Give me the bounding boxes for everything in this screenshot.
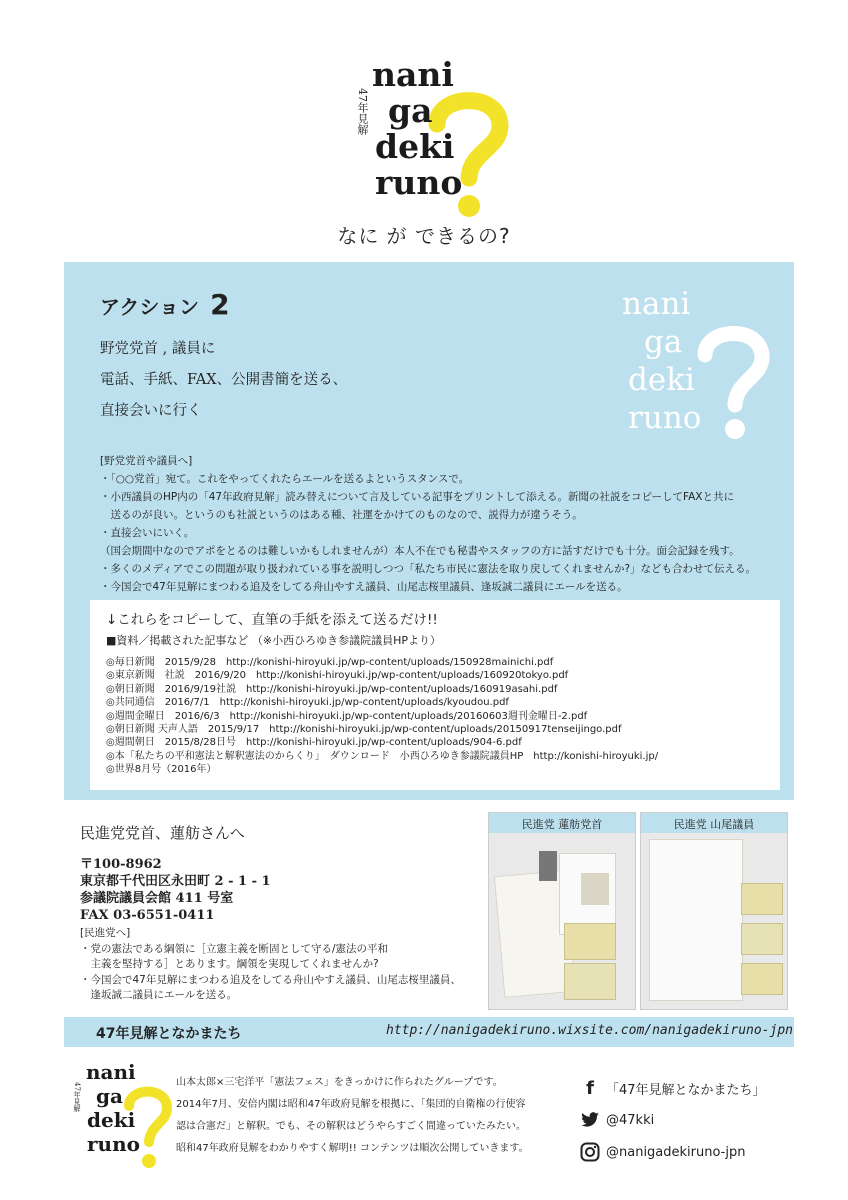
fax-number: FAX 03-6551-0411 — [80, 908, 215, 923]
notes-item: ・今国会で47年見解にまつわる追及をしてる舟山やすえ議員、山尾志桜里議員、 — [80, 973, 461, 986]
copy-box-subheading: ■資料／掲載された記事など （※小西ひろゆき参議院議員HPより） — [106, 634, 442, 647]
website-link[interactable]: http://nanigadekiruno.wixsite.com/nanigadekiruno-jpn — [386, 1023, 793, 1038]
notes-heading: [野党党首や議員へ] — [100, 455, 193, 467]
address-line: 東京都千代田区永田町 2 - 1 - 1 — [80, 874, 271, 889]
notes-heading: [民進党へ] — [80, 927, 131, 939]
social-text: @nanigadekiruno-jpn — [606, 1144, 746, 1160]
action-title — [100, 288, 230, 321]
action-line: 野党党首 , 議員に — [100, 341, 216, 357]
question-mark-white-icon — [692, 319, 772, 444]
article-link[interactable]: ◎毎日新聞 2015/9/28 http://konishi-hiroyuki.jp/wp-content/uploads/150928mainichi.pdf — [106, 657, 554, 668]
address-line: 参議院議員会館 411 号室 — [80, 891, 234, 906]
logo-word: ga — [96, 1084, 123, 1108]
notes-item: ・直接会いにいく。 — [100, 527, 195, 539]
description-line: 昭和47年政府見解をわかりやすく解明!! コンテンツは順次公開していきます。 — [176, 1143, 529, 1154]
social-text: 「47年見解となかまたち」 — [606, 1082, 766, 1098]
logo-vertical-label: 47年見解 — [73, 1082, 81, 1112]
description-line: 認は合憲だ」と解釈。でも、その解釈はどうやらすごく間違っていたみたい。 — [176, 1121, 526, 1132]
side-logo-word: runo — [628, 400, 702, 436]
social-facebook[interactable] — [580, 1072, 800, 1104]
footer-logo — [73, 1060, 172, 1172]
social-links — [580, 1072, 800, 1168]
twitter-icon — [580, 1112, 600, 1128]
description-line: 2014年7月、安倍内閣は昭和47年政府見解を根拠に、「集団的自衛権の行使容 — [176, 1099, 526, 1110]
notes-item: （国会期間中なのでアポをとるのは難しいかもしれませんが）本人不在でも秘書やスタッフの方に話すだけでも十分。面会記録を残す。 — [100, 545, 740, 557]
article-link[interactable]: ◎週間金曜日 2016/6/3 http://konishi-hiroyuki.jp/wp-content/uploads/20160603週刊金曜日-2.pdf — [106, 710, 588, 722]
article-link: ◎世界8月号（2016年） — [106, 764, 217, 776]
action-line: 電話、手紙、FAX、公開書簡を送る、 — [100, 372, 348, 388]
facebook-icon: f — [586, 1077, 594, 1099]
photo-caption: 民進党 蓮舫党首 — [521, 818, 603, 831]
article-link[interactable]: ◎週間朝日 2015/8/28日号 http://konishi-hiroyuki.jp/wp-content/uploads/904-6.pdf — [106, 737, 522, 749]
group-name: 47年見解となかまたち — [96, 1026, 242, 1042]
photo-caption: 民進党 山尾議員 — [673, 818, 755, 831]
article-link[interactable]: ◎本「私たちの平和憲法と解釈憲法のからくり」 ダウンロード 小西ひろゆき参議院議員HP http://konishi-hiroyuki.jp/ — [106, 750, 659, 762]
logo-word-3: deki — [375, 127, 455, 166]
logo-word: deki — [87, 1108, 136, 1132]
notes-item: 主義を堅持する］とあります。綱領を実現してくれませんか? — [80, 958, 379, 970]
social-instagram[interactable] — [580, 1136, 800, 1168]
postal-address — [80, 856, 271, 924]
opposition-notes — [100, 452, 756, 596]
notes-item: ・「○○党首」宛て。これをやってくれたらエールを送るよというスタンスで。 — [100, 473, 470, 485]
side-logo — [622, 285, 772, 445]
article-links — [106, 656, 658, 777]
photo-yamao-letter — [640, 812, 788, 1010]
action-title-number: 2 — [210, 288, 230, 321]
logo-word: runo — [87, 1132, 140, 1156]
address-recipient: 民進党党首、蓮舫さんへ — [80, 824, 245, 842]
copy-box-heading: ↓これらをコピーして、直筆の手紙を添えて送るだけ!! — [106, 612, 438, 628]
logo-word-1: nani — [372, 55, 454, 94]
logo-word-2: ga — [388, 91, 433, 130]
description-line: 山本太郎×三宅洋平「憲法フェス」をきっかけに作られたグループです。 — [176, 1077, 503, 1088]
side-logo-word: ga — [644, 324, 683, 360]
logo-word-4: runo — [375, 163, 463, 202]
social-text: @47kki — [606, 1112, 655, 1128]
side-logo-word: deki — [628, 362, 695, 398]
instagram-icon — [580, 1142, 600, 1162]
article-link[interactable]: ◎共同通信 2016/7/1 http://konishi-hiroyuki.jp/wp-content/uploads/kyoudou.pdf — [106, 697, 509, 709]
action-title-prefix: アクション — [100, 295, 199, 319]
article-link[interactable]: ◎東京新聞 社説 2016/9/20 http://konishi-hiroyuki.jp/wp-content/uploads/160920tokyo.pdf — [106, 670, 569, 682]
logo-word: nani — [86, 1060, 136, 1084]
action-line: 直接会いに行く — [100, 403, 202, 419]
notes-item: 送るのが良い。というのも社説というのはある種、社運をかけてのものなので、説得力が違うそう。 — [100, 509, 583, 521]
group-description — [176, 1072, 529, 1160]
postal-code: 〒100-8962 — [80, 857, 162, 872]
article-link[interactable]: ◎朝日新聞 天声人語 2015/9/17 http://konishi-hiroyuki.jp/wp-content/uploads/20150917tenseijingo.pdf — [106, 724, 622, 736]
minshin-notes — [80, 926, 461, 1004]
page-subtitle: なに が できるの? — [337, 224, 511, 248]
top-logo — [356, 55, 510, 208]
notes-item: ・今国会で47年見解にまつわる追及をしてる舟山やすえ議員、山尾志桜里議員、逢坂誠二議員にエールを送る。 — [100, 581, 628, 593]
social-twitter[interactable] — [580, 1104, 800, 1136]
notes-item: ・小西議員のHP内の「47年政府見解」読み替えについて言及している記事をプリントして添える。新聞の社説をコピーしてFAXと共に — [100, 491, 734, 503]
logo-vertical-label: 47年見解 — [356, 88, 369, 135]
notes-item: 逢坂誠二議員にエールを送る。 — [80, 989, 238, 1001]
action-lines — [100, 334, 347, 427]
photo-renho-letter — [488, 812, 636, 1010]
notes-item: ・多くのメディアでこの問題が取り扱われている事を説明しつつ「私たち市民に憲法を取り戻してくれませんか?」なども合わせて伝える。 — [100, 563, 757, 575]
notes-item: ・党の憲法である綱領に［立憲主義を断固として守る/憲法の平和 — [80, 942, 389, 955]
side-logo-word: nani — [622, 286, 691, 322]
article-link[interactable]: ◎朝日新聞 2016/9/19社説 http://konishi-hiroyuki.jp/wp-content/uploads/160919asahi.pdf — [106, 683, 558, 695]
